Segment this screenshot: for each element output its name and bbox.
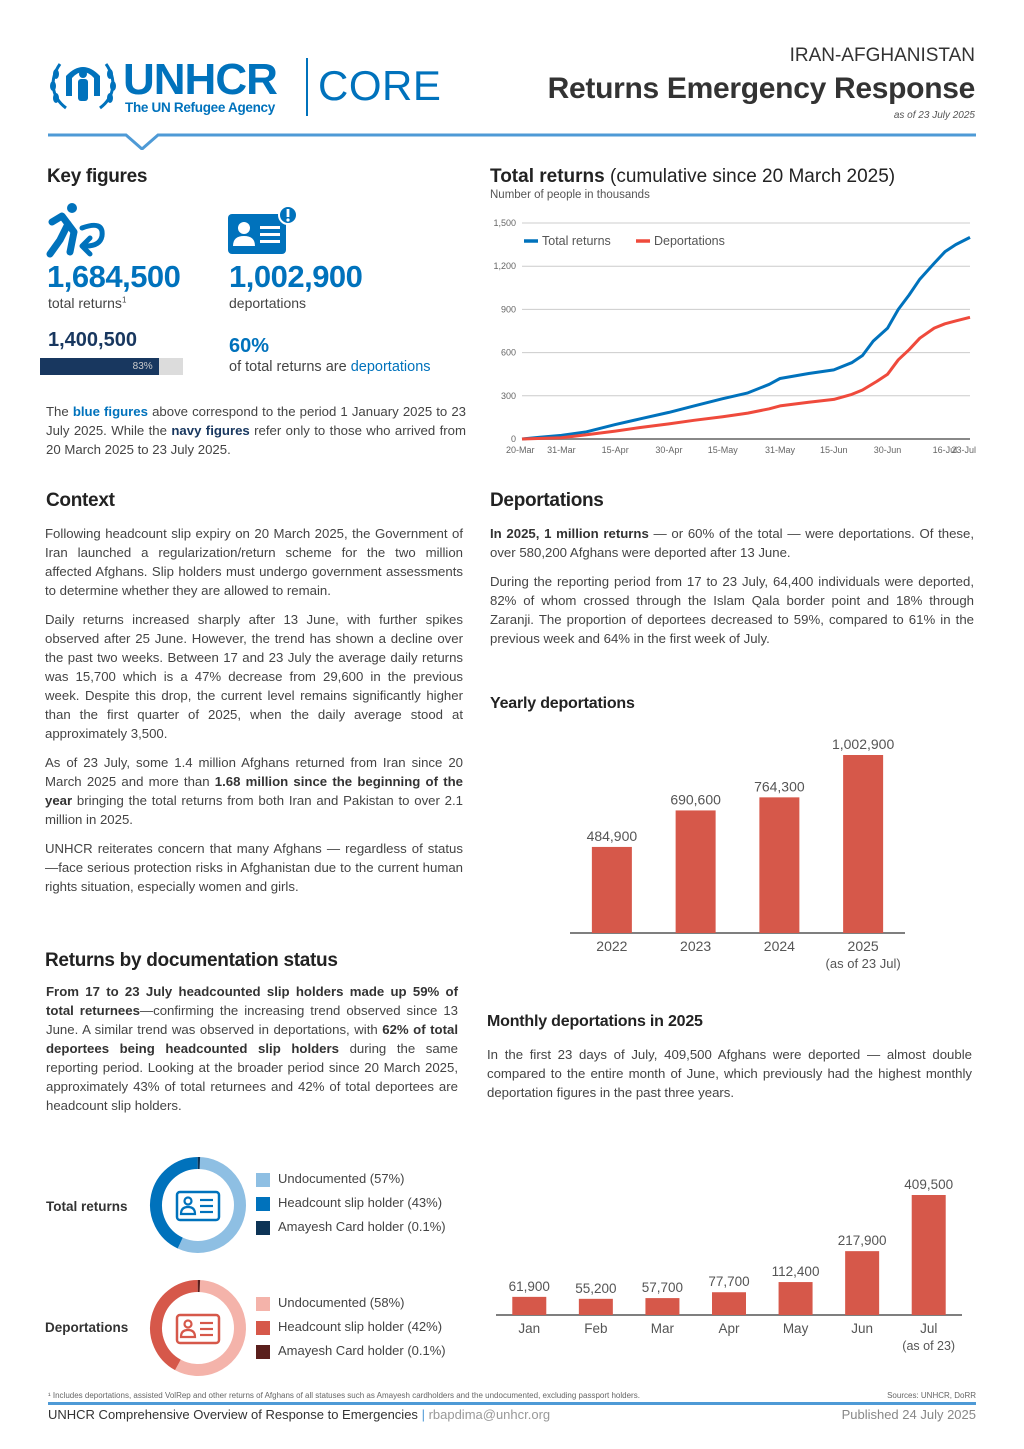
blue-figures-highlight: blue figures: [72, 404, 148, 419]
category-note: (as of 23): [902, 1339, 956, 1353]
legend-swatch: [256, 1173, 270, 1187]
person-returning-icon: [46, 202, 110, 258]
x-tick-label: 31-May: [765, 445, 796, 455]
legend-swatch: [256, 1197, 270, 1211]
cumulative-chart-title: [490, 166, 895, 188]
bar-value-label: 217,900: [837, 1233, 887, 1249]
x-tick-label: 15-Jun: [820, 445, 848, 455]
context-heading: Context: [46, 490, 115, 511]
returns-since-march-value: 1,400,500: [48, 329, 137, 351]
footer-left: UNHCR Comprehensive Overview of Response to Emergencies | rbapdima@unhcr.org: [48, 1407, 551, 1422]
doc-status-heading: Returns by documentation status: [45, 950, 338, 971]
legend-label: Amayesh Card holder (0.1%): [278, 1343, 446, 1358]
category-label: Apr: [718, 1321, 740, 1336]
category-label: 2022: [596, 938, 628, 954]
published-date: Published 24 July 2025: [841, 1407, 976, 1422]
legend-item: [256, 1339, 446, 1363]
donut-returns: [148, 1155, 248, 1255]
key-figures-heading: Key figures: [47, 166, 148, 187]
y-tick-label: 1,200: [493, 261, 516, 272]
context-paragraph: Following headcount slip expiry on 20 March 2025, the Government of Iran launched a regularization/return scheme for the two million affected Afghans. Slip holders must undergo government assessments to determine whether they are allowed to remain.: [45, 526, 463, 598]
monthly-bar-chart: [492, 1165, 972, 1370]
deport-share-label: [229, 359, 431, 375]
deportations-paragraph: In 2025, 1 million returns — or 60% of the total — were deportations. Of these, over 580,200 Afghans were deported after 13 June.: [490, 526, 975, 560]
total-returns-label-text: total returns: [48, 295, 122, 311]
id-card-icon: [177, 1192, 219, 1220]
y-tick-label: 1,500: [493, 218, 516, 228]
id-card-body: [181, 1207, 195, 1214]
deportations-label: deportations: [229, 295, 307, 311]
deportations-body: [490, 524, 974, 648]
key-figures-note: The blue figures above correspond to the period 1 January 2025 to 23 July 2025. While the navy figures refer only to those who arrived from 20 March 2025 to 23 July 2025.: [46, 404, 466, 457]
bar-value-label: 55,200: [575, 1280, 617, 1296]
chart-title-suffix: (cumulative since 20 March 2025): [610, 166, 896, 187]
donut-returns-legend: [256, 1167, 446, 1239]
footer-email-link[interactable]: rbapdima@unhcr.org: [428, 1407, 551, 1422]
id-card-alert-icon: [228, 206, 298, 258]
footnote-marker: 1: [121, 295, 127, 305]
series-line-total-returns: [522, 237, 970, 439]
deportations-value: 1,002,900: [229, 259, 363, 294]
unhcr-emblem-icon: [48, 56, 118, 114]
legend-label: Amayesh Card holder (0.1%): [278, 1219, 446, 1234]
category-label: Mar: [650, 1321, 675, 1336]
x-tick-label: 30-Jun: [873, 445, 902, 455]
x-tick-label: 31-Mar: [547, 445, 576, 455]
series-line-deportations: [522, 317, 970, 439]
category-label: May: [782, 1321, 809, 1336]
category-note: (as of 23 Jul): [825, 956, 901, 971]
yearly-bar-chart: [560, 725, 930, 980]
deport-share-value: 60%: [229, 335, 270, 357]
category-label: Jul: [920, 1321, 938, 1336]
cumulative-line-chart: [486, 210, 990, 465]
legend-label: Total returns: [542, 234, 611, 248]
donut-deportations-legend: [256, 1291, 446, 1363]
legend-swatch: [256, 1345, 270, 1359]
footer-divider: [48, 1402, 976, 1405]
monthly-paragraph: In the first 23 days of July, 409,500 Afghans were deported — almost double compared to the entire month of June, which previously had the highest monthly deportation figures in the past three years.: [487, 1047, 972, 1100]
context-paragraph: As of 23 July, some 1.4 million Afghans returned from Iran since 20 March 2025 and more than 1.68 million since the beginning of the year bringing the total returns from both Iran and Pakistan to over 2.1 million in 2025.: [45, 755, 463, 827]
id-card-head: [185, 1198, 192, 1205]
footer-program-name: UNHCR Comprehensive Overview of Response to Emergencies: [48, 1407, 418, 1422]
header-divider: [48, 132, 976, 146]
footnote: ¹ Includes deportations, assisted VolRep and other returns of Afghans of all statuses such as Amayesh cardholders and the undocumented, excluding passport holders.: [48, 1391, 640, 1400]
y-tick-label: 900: [500, 304, 516, 315]
bar-value-label: 61,900: [508, 1278, 550, 1294]
legend-swatch: [256, 1297, 270, 1311]
legend-item: [256, 1215, 446, 1239]
bar: [845, 1251, 879, 1315]
org-tagline: The UN Refugee Agency: [125, 100, 275, 115]
legend-swatch: [256, 1321, 270, 1335]
legend-item: [256, 1191, 446, 1215]
deportations-heading: Deportations: [490, 490, 604, 511]
country-label: IRAN-AFGHANISTAN: [789, 45, 975, 66]
context-body: [45, 524, 463, 896]
category-label: 2023: [680, 938, 712, 954]
bar-value-label: 484,900: [586, 827, 638, 844]
deport-share-link: deportations: [350, 359, 431, 375]
bar: [779, 1282, 813, 1315]
bar-value-label: 764,300: [754, 778, 805, 795]
bar: [592, 847, 632, 933]
returns-progress-fill: [40, 358, 159, 375]
bar-value-label: 409,500: [904, 1177, 954, 1192]
id-card-icon: [177, 1315, 219, 1343]
chart-title-bold: Total returns: [490, 166, 605, 187]
category-label: 2025: [847, 938, 879, 954]
cumulative-chart-subtitle: Number of people in thousands: [490, 189, 650, 201]
legend-label: Undocumented (57%): [278, 1171, 405, 1186]
bar: [712, 1292, 746, 1315]
monthly-chart-title: Monthly deportations in 2025: [487, 1013, 703, 1030]
x-tick-label: 30-Apr: [655, 445, 683, 455]
x-tick-label: 20-Mar: [506, 445, 535, 455]
bar: [512, 1297, 546, 1315]
total-returns-label: [48, 295, 126, 311]
x-tick-label: 23-Jul: [951, 445, 976, 455]
category-label: Feb: [584, 1321, 608, 1336]
bar-value-label: 57,700: [641, 1280, 684, 1296]
deportations-paragraph: During the reporting period from 17 to 23 July, 64,400 individuals were deported, 82% of whom crossed through the Islam Qala border point and 18% through Zaranji. The proportion of deportees decreased to 59%, compared to 61% in the previous week and 64% in the first week of July.: [490, 574, 974, 646]
org-name: UNHCR: [123, 55, 277, 104]
product-name: CORE: [318, 62, 442, 109]
id-card-body: [181, 1330, 195, 1337]
returns-progress-bar: [40, 358, 183, 375]
doc-status-highlight: From 17 to 23 July headcounted slip holders made up 59% of total returnees: [46, 984, 458, 1018]
bar-value-label: 112,400: [771, 1264, 820, 1280]
bar-value-label: 690,600: [670, 791, 721, 808]
y-tick-label: 600: [500, 347, 516, 358]
donut-deportations-label: Deportations: [45, 1320, 129, 1335]
category-label: Jun: [851, 1321, 874, 1336]
as-of-date: as of 23 July 2025: [893, 110, 975, 121]
total-returns-value: 1,684,500: [47, 259, 181, 294]
deport-share-prefix: of total returns are: [229, 359, 351, 375]
context-paragraph: UNHCR reiterates concern that many Afghans — regardless of status—face serious protection risks in Afghanistan due to the current human rights situation, especially women and girls.: [45, 841, 463, 894]
context-highlight: 1.68 million since the beginning of the year: [45, 774, 463, 808]
donut-returns-label: Total returns: [46, 1199, 128, 1214]
legend-label: Headcount slip holder (43%): [278, 1195, 443, 1210]
bar: [912, 1195, 946, 1315]
bar: [645, 1298, 679, 1315]
category-label: 2024: [763, 938, 795, 954]
page-title: Returns Emergency Response: [547, 72, 975, 105]
legend-label: Deportations: [654, 234, 725, 248]
doc-status-paragraph: From 17 to 23 July headcounted slip holders made up 59% of total returnees—confirming the increasing trend observed since 13 June. A similar trend was observed in deportations, with 62% of total deportees being headcounted slip holders during the same reporting period. Looking at the broader period since 20 March 2025, approximately 43% of total returnees and 42% of total deportees are headcount slip holders.: [46, 984, 459, 1113]
category-label: Jan: [518, 1321, 541, 1336]
bar: [759, 797, 799, 933]
navy-figures-highlight: navy figures: [171, 423, 250, 438]
bar: [676, 810, 716, 933]
bar-value-label: 1,002,900: [831, 736, 895, 752]
x-tick-label: 15-Apr: [601, 445, 629, 455]
donut-deportations: [148, 1278, 248, 1378]
y-tick-label: 300: [500, 390, 516, 401]
id-card-head: [185, 1321, 192, 1328]
yearly-chart-title: Yearly deportations: [490, 695, 635, 712]
bar: [843, 755, 883, 933]
x-tick-label: 16-Jul: [932, 445, 958, 455]
context-paragraph: Daily returns increased sharply after 13 June, with further spikes observed after 25 June. However, the trend has shown a decline over the past two weeks. Between 17 and 23 July the average daily returns was 15,700 which is a 47% decrease from 29,600 in the previous week. Despite this drop, the current level remains significantly higher than the first quarter of 2025, when the daily average stood at approximately 3,500.: [45, 612, 463, 741]
legend-label: Undocumented (58%): [278, 1295, 405, 1310]
x-tick-label: 15-May: [707, 445, 738, 455]
progress-label: 83%: [132, 361, 153, 372]
logo-divider: [306, 58, 308, 116]
y-tick-label: 0: [510, 434, 516, 444]
deportations-highlight: In 2025, 1 million returns: [490, 526, 649, 541]
bar-value-label: 77,700: [708, 1274, 750, 1290]
bar: [579, 1299, 613, 1315]
legend-label: Headcount slip holder (42%): [278, 1319, 443, 1334]
doc-status-highlight: 62% of total deportees being headcounted slip holders: [46, 1022, 458, 1056]
legend-swatch: [256, 1221, 270, 1235]
legend-item: [256, 1315, 446, 1339]
sources: Sources: UNHCR, DoRR: [887, 1391, 976, 1400]
legend-item: [256, 1291, 446, 1315]
legend-item: [256, 1167, 446, 1191]
